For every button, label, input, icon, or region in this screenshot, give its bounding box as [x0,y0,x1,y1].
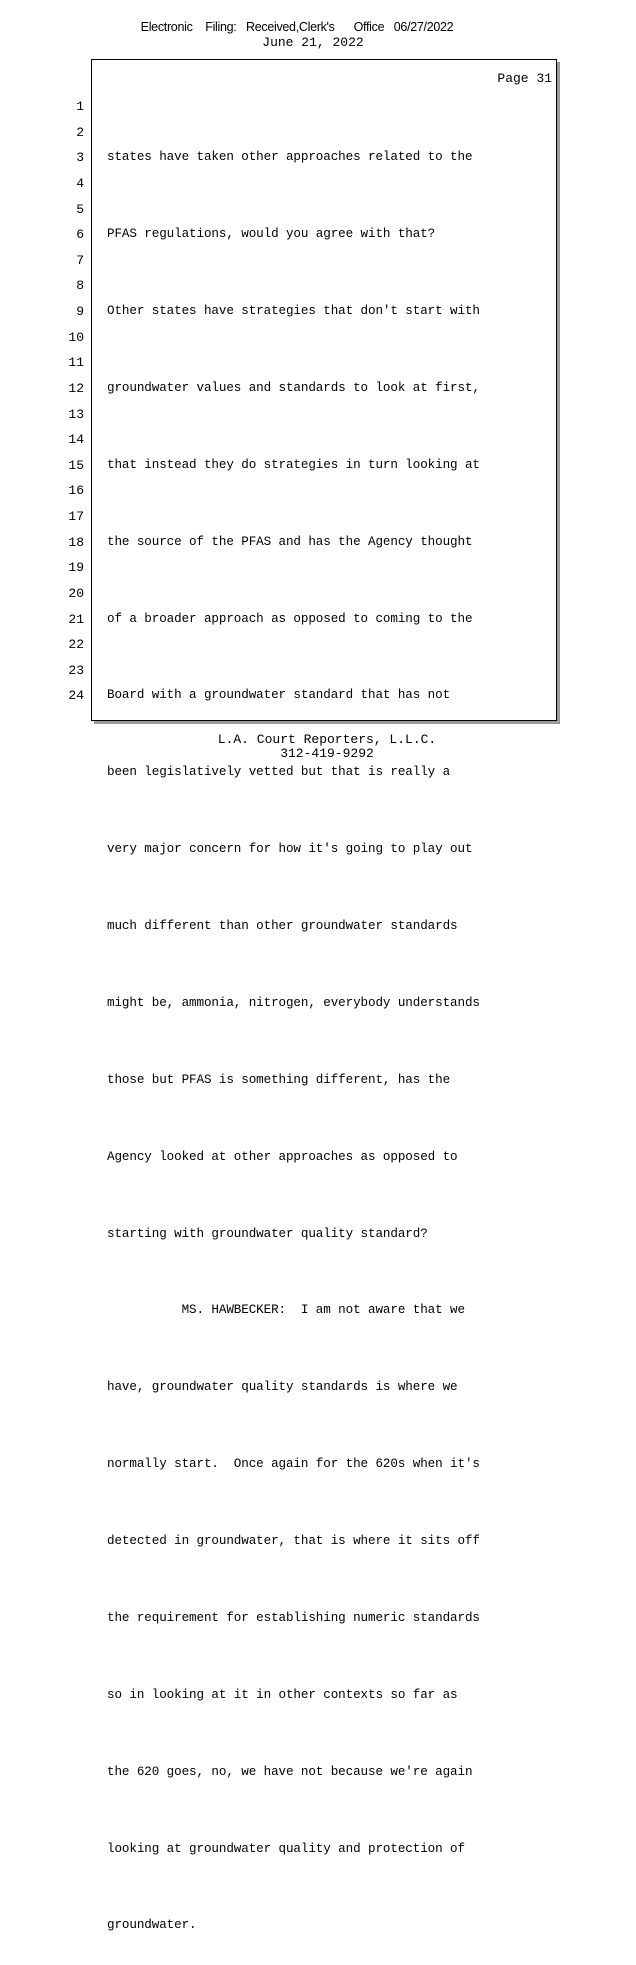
line-number: 21 [68,611,84,627]
transcript-line: been legislatively vetted but that is really a [107,765,451,780]
line-number-column [62,94,84,709]
transcript-line: normally start. Once again for the 620s when it's [107,1457,480,1472]
reporter-company: L.A. Court Reporters, L.L.C. [217,732,437,747]
line-number: 11 [68,355,84,371]
transcript-line: so in looking at it in other contexts so far as [107,1687,458,1702]
filing-stamp: Electronic Filing: Received,Clerk's Office 06/27/2022 [140,20,454,34]
transcript-text [107,94,547,1965]
transcript-line: much different than other groundwater standards [107,919,458,933]
line-number: 18 [68,534,84,550]
transcript-line: might be, ammonia, nitrogen, everybody understands [107,995,480,1010]
page-number: Page 31 [497,71,552,86]
transcript-line: Other states have strategies that don't start with [107,304,480,318]
hearing-date: June 21, 2022 [262,35,364,50]
line-number: 1 [76,99,84,114]
line-number: 16 [68,483,84,499]
line-number: 7 [76,252,84,268]
line-number: 12 [68,380,84,396]
line-number: 13 [68,406,84,422]
transcript-line: looking at groundwater quality and protection of [107,1841,465,1856]
transcript-line: have, groundwater quality standards is where we [107,1380,458,1395]
line-number: 17 [68,509,84,524]
line-number: 22 [68,637,84,653]
transcript-line: detected in groundwater, that is where it sits off [107,1534,480,1548]
line-number: 14 [68,432,84,448]
line-number: 15 [68,457,84,473]
transcript-line: Agency looked at other approaches as opposed to [107,1149,458,1164]
transcript-line: the 620 goes, no, we have not because we're again [107,1764,473,1779]
line-number: 6 [76,227,84,243]
transcript-line: the requirement for establishing numeric standards [107,1610,480,1625]
reporter-phone: 312-419-9292 [280,746,374,761]
transcript-line: those but PFAS is something different, has the [107,1072,451,1087]
transcript-line: of a broader approach as opposed to coming to the [107,611,473,626]
line-number: 23 [68,662,84,678]
transcript-line: groundwater. [107,1918,197,1933]
transcript-line: MS. HAWBECKER: I am not aware that we [107,1303,465,1318]
transcript-line: groundwater values and standards to look at first, [107,380,480,395]
line-number: 3 [76,150,84,166]
court-reporter-footer [18,733,636,761]
line-number: 4 [76,175,84,191]
transcript-line: states have taken other approaches related to the [107,150,473,165]
transcript-line: that instead they do strategies in turn looking at [107,457,480,472]
line-number: 5 [76,201,84,217]
line-number: 19 [68,560,84,576]
transcript-line: PFAS regulations, would you agree with that? [107,227,436,242]
transcript-line: very major concern for how it's going to play out [107,842,473,857]
line-number: 10 [68,329,84,345]
line-number: 8 [76,278,84,294]
line-number: 20 [68,585,84,601]
transcript-line: starting with groundwater quality standard? [107,1226,428,1241]
line-number: 24 [68,688,84,704]
transcript-line: Board with a groundwater standard that has not [107,688,451,703]
line-number: 9 [76,304,84,319]
line-number: 2 [76,124,84,140]
transcript-line: the source of the PFAS and has the Agency thought [107,534,473,549]
